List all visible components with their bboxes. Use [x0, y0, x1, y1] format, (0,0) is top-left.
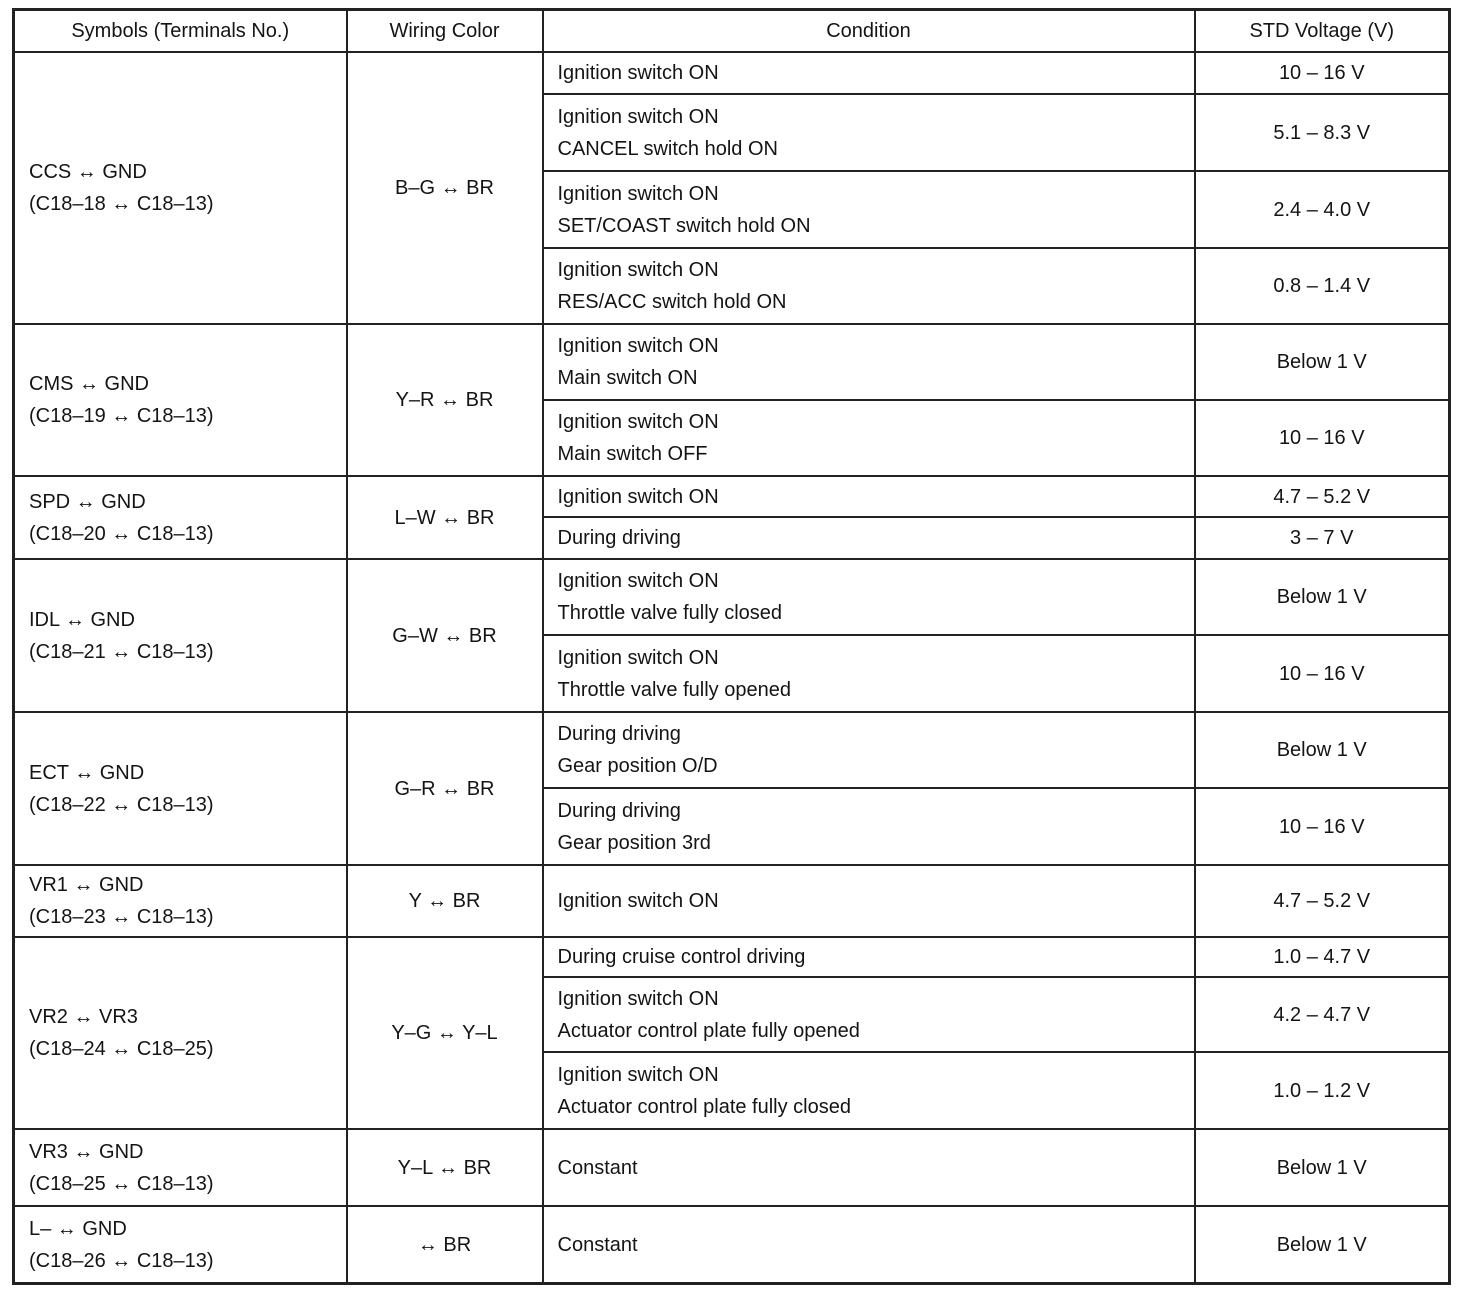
- symbol-name: SPD ↔ GND: [29, 490, 146, 513]
- std-voltage-cell: Below 1 V: [1195, 1129, 1450, 1206]
- terminal-numbers: (C18–21 ↔ C18–13): [29, 640, 214, 663]
- condition-cell: [543, 324, 1195, 400]
- condition-line: During driving: [557, 799, 681, 822]
- condition-line: Actuator control plate fully opened: [557, 1019, 860, 1042]
- condition-line: During driving: [557, 527, 681, 550]
- std-voltage-cell: 4.2 – 4.7 V: [1195, 977, 1450, 1052]
- std-voltage-cell: 1.0 – 4.7 V: [1195, 937, 1450, 977]
- condition-cell: [543, 1052, 1195, 1129]
- symbol-cell: [14, 52, 347, 324]
- condition-cell: [543, 559, 1195, 635]
- condition-line: Ignition switch ON: [557, 1063, 719, 1086]
- condition-line: Gear position O/D: [557, 755, 718, 778]
- condition-line: Ignition switch ON: [557, 987, 719, 1010]
- table-body: [14, 52, 1450, 1284]
- std-voltage-cell: 1.0 – 1.2 V: [1195, 1052, 1450, 1129]
- wiring-color-cell: B–G ↔ BR: [347, 52, 543, 324]
- symbol-name: ECT ↔ GND: [29, 761, 145, 784]
- std-voltage-cell: 4.7 – 5.2 V: [1195, 476, 1450, 517]
- condition-line: Ignition switch ON: [557, 411, 719, 434]
- condition-line: Ignition switch ON: [557, 570, 719, 593]
- std-voltage-cell: 0.8 – 1.4 V: [1195, 248, 1450, 324]
- symbol-name: VR3 ↔ GND: [29, 1140, 144, 1163]
- header-row: [14, 10, 1450, 53]
- table-row: [14, 476, 1450, 517]
- std-voltage-cell: Below 1 V: [1195, 712, 1450, 788]
- wiring-color-cell: G–W ↔ BR: [347, 559, 543, 712]
- std-voltage-cell: Below 1 V: [1195, 1206, 1450, 1283]
- std-voltage-cell: 2.4 – 4.0 V: [1195, 171, 1450, 248]
- table-row: [14, 865, 1450, 937]
- table-row: [14, 324, 1450, 400]
- condition-line: Ignition switch ON: [557, 890, 719, 913]
- symbol-cell: [14, 937, 347, 1129]
- condition-line: During driving: [557, 723, 681, 746]
- std-voltage-cell: 3 – 7 V: [1195, 517, 1450, 559]
- condition-cell: [543, 171, 1195, 248]
- condition-line: Main switch OFF: [557, 443, 708, 466]
- symbol-cell: [14, 712, 347, 865]
- condition-line: Ignition switch ON: [557, 105, 719, 128]
- wiring-color-cell: G–R ↔ BR: [347, 712, 543, 865]
- std-voltage-cell: 4.7 – 5.2 V: [1195, 865, 1450, 937]
- wiring-color-cell: L–W ↔ BR: [347, 476, 543, 559]
- condition-line: During cruise control driving: [557, 946, 806, 969]
- condition-cell: [543, 517, 1195, 559]
- condition-line: Ignition switch ON: [557, 485, 719, 508]
- condition-line: Ignition switch ON: [557, 182, 719, 205]
- condition-line: Throttle valve fully closed: [557, 602, 783, 625]
- condition-cell: [543, 635, 1195, 712]
- symbol-name: IDL ↔ GND: [29, 608, 135, 631]
- terminal-numbers: (C18–25 ↔ C18–13): [29, 1172, 214, 1195]
- condition-line: Throttle valve fully opened: [557, 678, 791, 701]
- header-symbols: Symbols (Terminals No.): [14, 10, 347, 53]
- condition-cell: [543, 52, 1195, 94]
- condition-cell: [543, 937, 1195, 977]
- condition-cell: [543, 788, 1195, 865]
- condition-line: Ignition switch ON: [557, 259, 719, 282]
- std-voltage-cell: 5.1 – 8.3 V: [1195, 94, 1450, 171]
- condition-line: Gear position 3rd: [557, 831, 711, 854]
- header-std-voltage: STD Voltage (V): [1195, 10, 1450, 53]
- wiring-color-cell: Y–G ↔ Y–L: [347, 937, 543, 1129]
- symbol-cell: [14, 476, 347, 559]
- table-header: [14, 10, 1450, 53]
- std-voltage-cell: Below 1 V: [1195, 559, 1450, 635]
- symbol-name: VR1 ↔ GND: [29, 874, 144, 897]
- condition-line: Ignition switch ON: [557, 646, 719, 669]
- condition-line: Actuator control plate fully closed: [557, 1095, 851, 1118]
- condition-cell: [543, 865, 1195, 937]
- condition-line: SET/COAST switch hold ON: [557, 214, 811, 237]
- condition-cell: [543, 1129, 1195, 1206]
- terminal-numbers: (C18–18 ↔ C18–13): [29, 193, 214, 216]
- terminal-numbers: (C18–19 ↔ C18–13): [29, 405, 214, 428]
- condition-cell: [543, 1206, 1195, 1283]
- symbol-name: CCS ↔ GND: [29, 161, 147, 184]
- condition-cell: [543, 977, 1195, 1052]
- table-row: [14, 712, 1450, 788]
- table-row: [14, 559, 1450, 635]
- condition-cell: [543, 476, 1195, 517]
- std-voltage-cell: 10 – 16 V: [1195, 788, 1450, 865]
- table-row: [14, 1206, 1450, 1283]
- wiring-color-cell: Y–R ↔ BR: [347, 324, 543, 476]
- table-row: [14, 937, 1450, 977]
- condition-cell: [543, 712, 1195, 788]
- symbol-name: L– ↔ GND: [29, 1217, 127, 1240]
- symbol-cell: [14, 559, 347, 712]
- symbol-name: VR2 ↔ VR3: [29, 1006, 138, 1029]
- condition-line: RES/ACC switch hold ON: [557, 291, 787, 314]
- condition-line: Ignition switch ON: [557, 335, 719, 358]
- condition-cell: [543, 94, 1195, 171]
- std-voltage-cell: 10 – 16 V: [1195, 635, 1450, 712]
- std-voltage-cell: 10 – 16 V: [1195, 52, 1450, 94]
- wiring-color-cell: ↔ BR: [347, 1206, 543, 1283]
- terminal-voltage-table: [12, 8, 1451, 1285]
- terminal-numbers: (C18–23 ↔ C18–13): [29, 906, 214, 929]
- symbol-cell: [14, 1129, 347, 1206]
- symbol-name: CMS ↔ GND: [29, 373, 149, 396]
- header-condition: Condition: [543, 10, 1195, 53]
- std-voltage-cell: Below 1 V: [1195, 324, 1450, 400]
- condition-line: Main switch ON: [557, 367, 698, 390]
- terminal-numbers: (C18–24 ↔ C18–25): [29, 1038, 214, 1061]
- table-row: [14, 52, 1450, 94]
- wiring-color-cell: Y ↔ BR: [347, 865, 543, 937]
- std-voltage-cell: 10 – 16 V: [1195, 400, 1450, 476]
- terminal-numbers: (C18–20 ↔ C18–13): [29, 522, 214, 545]
- header-wiring-color: Wiring Color: [347, 10, 543, 53]
- symbol-cell: [14, 324, 347, 476]
- terminal-numbers: (C18–26 ↔ C18–13): [29, 1249, 214, 1272]
- terminal-numbers: (C18–22 ↔ C18–13): [29, 793, 214, 816]
- condition-line: Constant: [557, 1233, 638, 1256]
- condition-line: Ignition switch ON: [557, 62, 719, 84]
- condition-line: CANCEL switch hold ON: [557, 137, 778, 160]
- symbol-cell: [14, 865, 347, 937]
- table-row: [14, 1129, 1450, 1206]
- symbol-cell: [14, 1206, 347, 1283]
- wiring-color-cell: Y–L ↔ BR: [347, 1129, 543, 1206]
- condition-line: Constant: [557, 1156, 638, 1179]
- condition-cell: [543, 400, 1195, 476]
- condition-cell: [543, 248, 1195, 324]
